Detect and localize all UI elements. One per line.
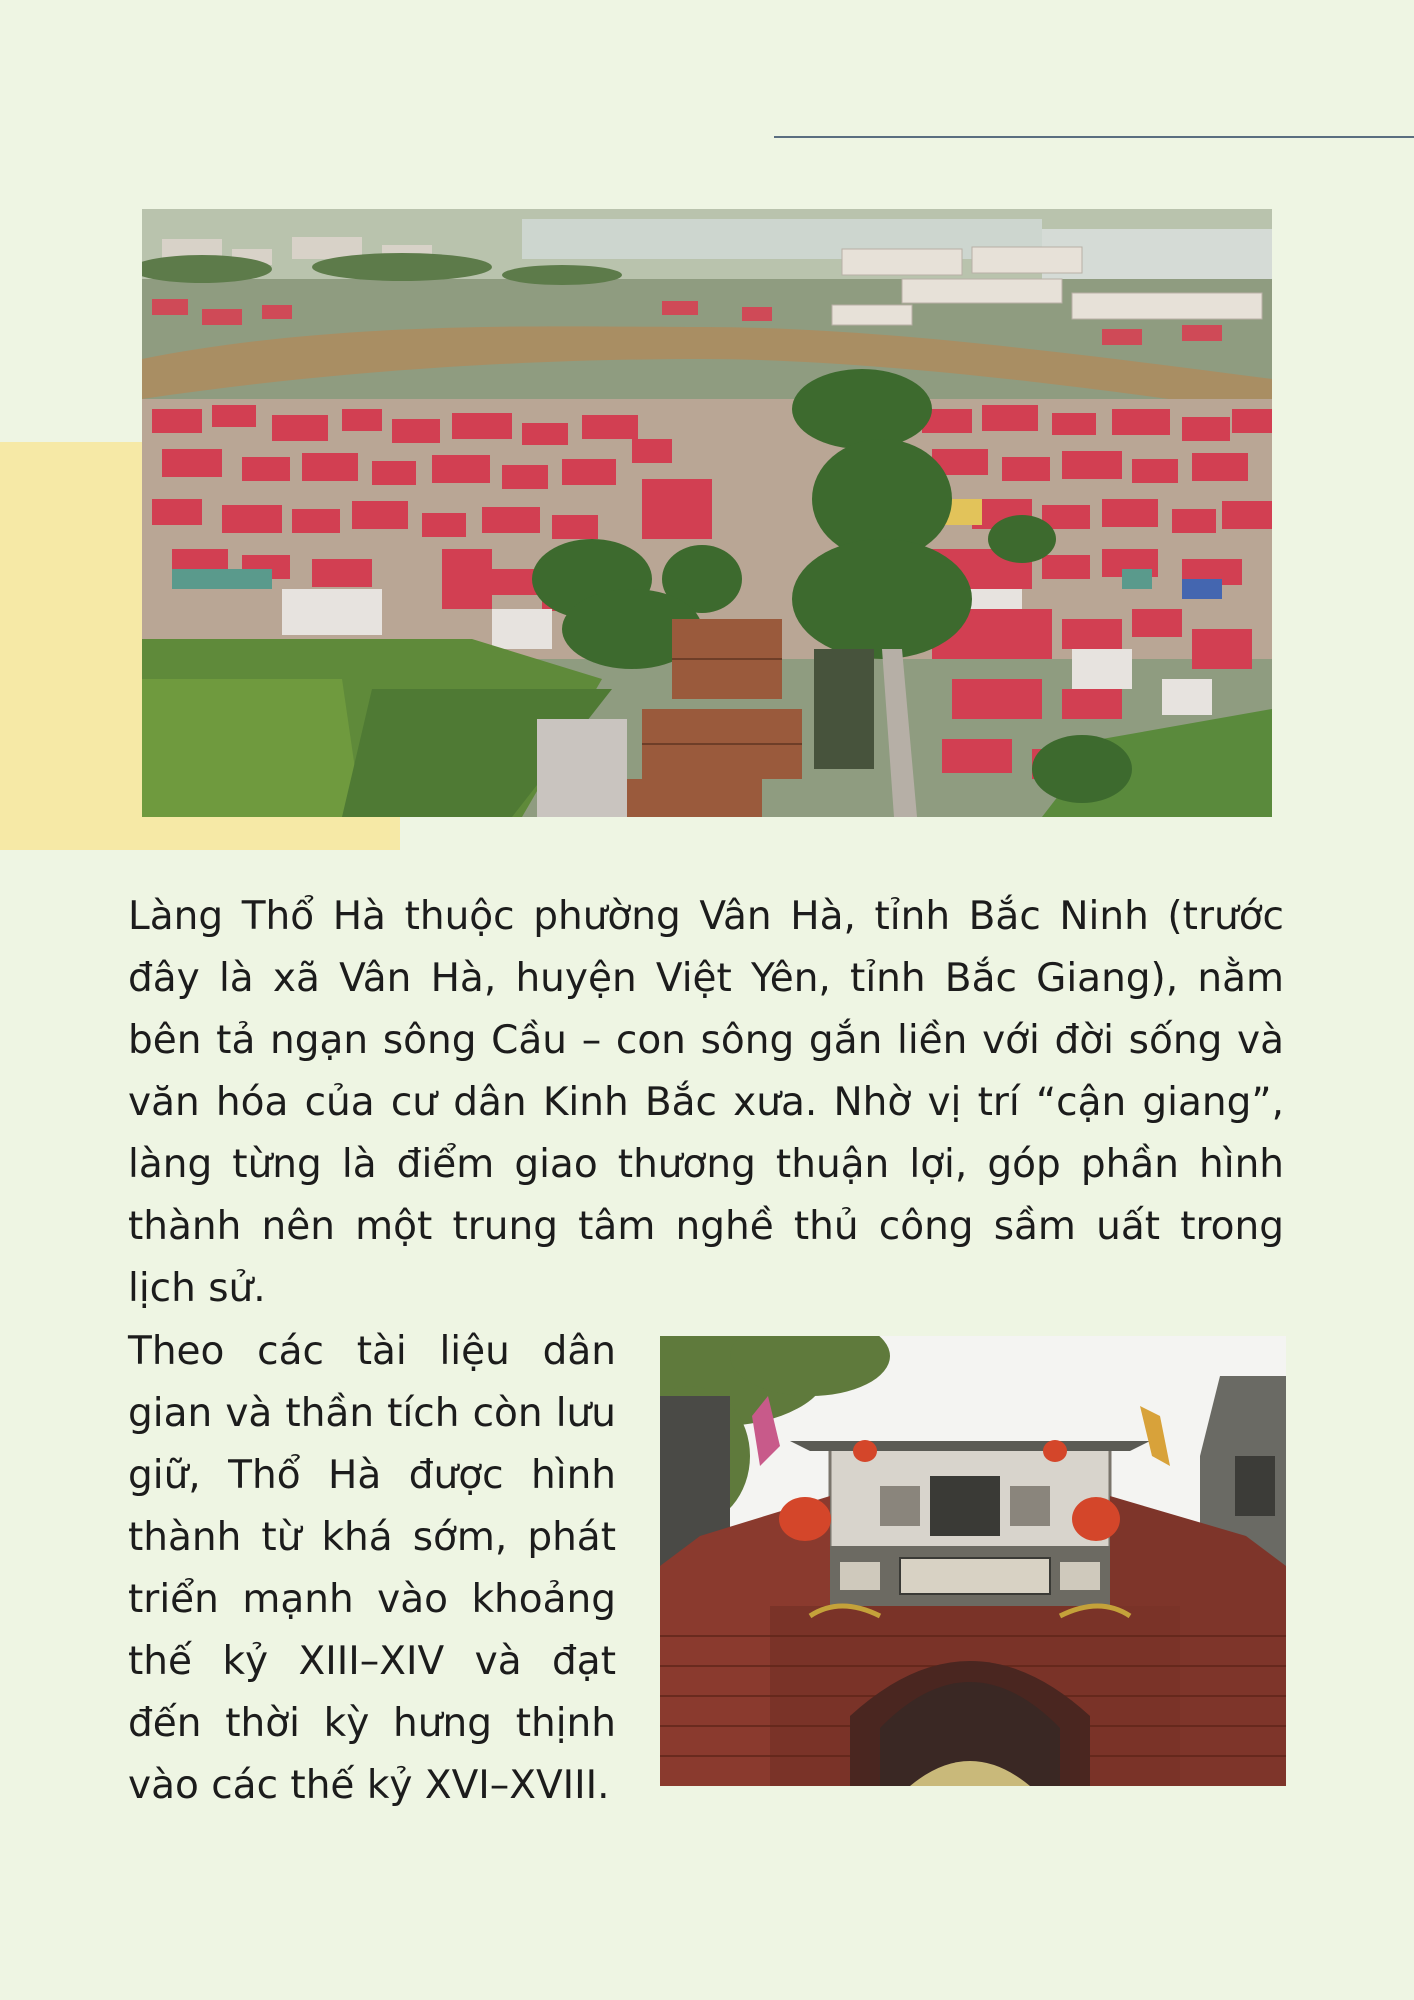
aerial-village-photo [142,209,1272,817]
top-divider-line [774,136,1414,138]
history-paragraph: Theo các tài liệu dân gian và thần tích còn lưu giữ, Thổ Hà được hình thành từ khá sớm, phát triển mạnh vào khoảng thế kỷ XIII–XIV và đạt đến thời kỳ hưng thịnh vào các thế kỷ XVI–XVIII. [128,1329,616,1808]
intro-paragraph: Làng Thổ Hà thuộc phường Vân Hà, tỉnh Bắc Ninh (trước đây là xã Vân Hà, huyện Việt Yên, tỉnh Bắc Giang), nằm bên tả ngạn sông Cầu – con sông gắn liền với đời sống và văn hóa của cư dân Kinh Bắc xưa. Nhờ vị trí “cận giang”, làng từng là điểm giao thương thuận lợi, góp phần hình thành nên một trung tâm nghề thủ công sầm uất trong lịch sử. [128,894,1284,1311]
village-gate-photo [660,1336,1286,1786]
